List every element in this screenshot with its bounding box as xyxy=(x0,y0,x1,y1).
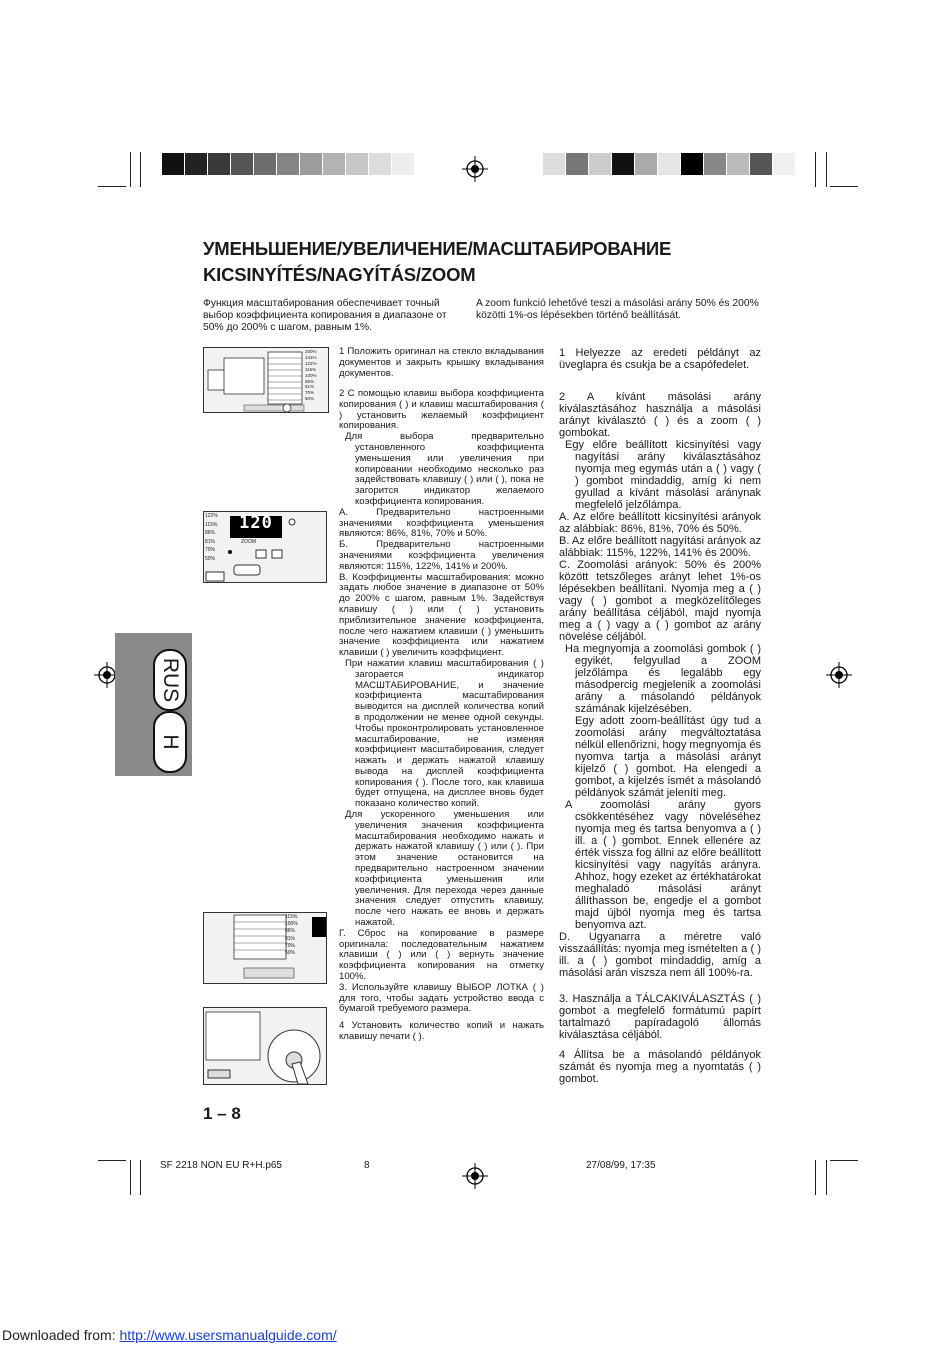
crop-mark xyxy=(830,186,858,187)
ratio-label: 81% xyxy=(305,384,315,390)
ratio-label: 50% xyxy=(305,396,315,402)
zoom-label: ZOOM xyxy=(241,539,256,545)
hu-step-2: 2 A kívánt másolási arány kiválasztásához használja a másolási arányt kiválasztó ( ) és a zoom ( ) gombokat. xyxy=(559,391,761,439)
crop-mark xyxy=(815,1160,816,1195)
hu-item-d: D. Ugyanarra a méretre való visszaállítás: nyomja meg ismételten a ( ) ill. a ( ) gombot mindaddig, amíg a másolási arán viszsza nem áll 100%-ra. xyxy=(559,931,761,979)
ratio-label: 115% xyxy=(205,521,218,528)
footer-page: 8 xyxy=(364,1160,370,1171)
ratio-label: 122% xyxy=(305,360,317,366)
registration-mark-icon xyxy=(826,662,852,688)
crop-mark xyxy=(130,1160,131,1195)
ratio-label: 86% xyxy=(285,928,296,935)
crop-mark xyxy=(815,152,816,187)
hu-item-b: B. Az előre beállított nagyítási arányok az alábbiak: 115%, 122%, 141% és 200%. xyxy=(559,535,761,559)
ratio-label: 115% xyxy=(285,914,298,920)
control-panel-illustration-3 xyxy=(203,912,327,984)
crop-mark xyxy=(830,1160,858,1161)
ratio-list-panel-1 xyxy=(305,349,317,402)
ru-item-b: Б. Предварительно настроенными значениями коэффициента увеличения являются: 115%, 122%, 141% и 200%. xyxy=(339,539,544,572)
hu-step-1: 1 Helyezze az eredeti példányt az üveglapra és csukja be a csapófedelet. xyxy=(559,347,761,371)
ratio-label: 81% xyxy=(205,538,216,545)
ratio-label: 50% xyxy=(205,555,216,562)
ratio-label: 86% xyxy=(205,530,216,536)
download-label: Downloaded from: xyxy=(2,1327,116,1343)
ratio-label: 81% xyxy=(285,935,296,942)
intro-russian: Функция масштабирования обеспечивает точный выбор коэффициента копирования в диапазоне от 50% до 200% с шагом, равным 1%. xyxy=(203,298,447,333)
ru-step-3: 3. Используйте клавишу ВЫБОР ЛОТКА ( ) для того, чтобы задать устройство ввода с бумагой требуемого размера. xyxy=(339,981,544,1015)
ratio-list-panel-2 xyxy=(205,512,218,563)
ru-item-a: А. Предварительно настроенными значениями коэффициента уменьшения являются: 86%, 81%, 70% и 50%. xyxy=(339,506,544,540)
download-note xyxy=(2,1327,337,1343)
ratio-label: 50% xyxy=(285,950,296,957)
language-tab-hungarian: H xyxy=(153,711,187,773)
ratio-label: 122% xyxy=(205,513,218,519)
footer-filename: SF 2218 NON EU R+H.p65 xyxy=(160,1160,282,1171)
title-russian: УМЕНЬШЕНИЕ/УВЕЛИЧЕНИЕ/МАСШТАБИРОВАНИЕ xyxy=(203,238,672,259)
ru-step-1: 1 Положить оригинал на стекло вкладывания документов и закрыть крышку вкладывания документов. xyxy=(339,346,544,379)
ru-bullet-1: Для выбора предварительно установленного коэффициента уменьшения или увеличения при копировании необходимо несколько раз задействовать клавишу ( ) или ( ), пока не загорится индикатор желаемого коэффициента копирования. xyxy=(345,431,544,507)
ratio-label: 100% xyxy=(305,372,317,378)
ratio-label: 70% xyxy=(205,547,216,553)
ru-item-g: Г. Сброс на копирование в размере оригинала: последовательным нажатием клавиши ( ) или ( ) вернуть значение коэффициента копирования на отметку 100%. xyxy=(339,927,544,983)
hu-step-4: 4 Állítsa be a másolandó példányok számát és nyomja meg a nyomtatás ( ) gombot. xyxy=(559,1049,761,1085)
ratio-label: 200% xyxy=(305,349,317,354)
hu-bullet-2: Ha megnyomja a zoomolási gombok ( ) egyikét, felgyullad a ZOOM jelzőlámpa és legalább egy másodpercig megjelenik a zoomolási arány a másolandó példányok számának kijelzésében. xyxy=(565,643,761,715)
crop-mark xyxy=(826,152,827,187)
crop-mark xyxy=(98,186,126,187)
copy-count-display: 120 xyxy=(239,513,273,533)
ratio-label: 70% xyxy=(305,390,315,396)
ratio-label: 115% xyxy=(305,366,317,372)
ru-bullet-3: Для ускоренного уменьшения или увеличения значения коэффициента масштабирования необходимо нажать и держать нажатой клавишу ( ) или ( ). При этом значение остановится на предварительно настроенном значении коэффициента уменьшения или увеличения. Для перехода через данные значения следует отпустить клавишу, после чего нажать ее вновь и держать нажатой. xyxy=(345,809,544,929)
crop-mark xyxy=(140,152,141,187)
hu-bullet-3: A zoomolási arány gyors csökkentéséhez vagy növeléséhez nyomja meg és tartsa benyomva a ( ) ill. a ( ) gombot. Ennek ellenére az érték vissza fog állni az előre beállított kicsinyítési vagy nagyítás arányra. Ahhoz, hogy ezeket az értékhatárokat meghaladó másolási arányt állíthasson be, engedje el a gombot majd újból nyomja meg és tartsa benyomva azt. xyxy=(565,799,761,931)
crop-mark xyxy=(826,1160,827,1195)
hu-item-a: A. Az előre beállított kicsinyítési arányok az alábbiak: 86%, 81%, 70% és 50%. xyxy=(559,511,761,535)
hu-item-c: C. Zoomolási arányok: 50% és 200% között tetszőleges arányt lehet 1%-os lépésekben beállítani. Nyomja meg a ( ) vagy ( ) gombot a megközelítőleges arány beállítása céljából, majd nyomja meg a ( ) vagy a ( ) gombot az arány növelése céljából. xyxy=(559,559,761,643)
hungarian-instructions xyxy=(559,347,761,1085)
ratio-label: 86% xyxy=(305,378,315,384)
language-side-tab xyxy=(115,633,192,776)
ratio-label: 70% xyxy=(285,942,296,949)
russian-instructions xyxy=(339,347,544,1043)
language-tab-russian: RUS xyxy=(153,649,187,711)
crop-mark xyxy=(140,1160,141,1195)
registration-mark-icon xyxy=(462,1163,488,1189)
registration-mark-icon xyxy=(462,156,488,182)
footer-date: 27/08/99, 17:35 xyxy=(586,1160,656,1171)
crop-mark xyxy=(98,1160,126,1161)
crop-mark xyxy=(130,152,131,187)
control-panel-illustration-4 xyxy=(203,1007,327,1085)
ru-step-2: 2 С помощью клавиш выбора коэффициента копирования ( ) и клавиш масштабирования ( ) установить желаемый коэффициент копирования. xyxy=(339,388,544,432)
download-link[interactable]: http://www.usersmanualguide.com/ xyxy=(119,1327,337,1343)
ru-bullet-2: При нажатии клавиш масштабирования ( ) загорается индикатор МАСШТАБИРОВАНИЕ, и значение коэффициента масштабирования выводится на дисплей количества копий в продолжении не менее одной секунды. Чтобы проконтролировать установленное масштабирование, не изменяя коэффициент масштабирования, следует нажать и держать нажатой клавишу вывода на дисплей коэффициента копирования ( ). После того, как клавиша будет отпущена, на дисплее вновь будет показано количество копий. xyxy=(345,657,544,810)
hu-bullet-2-continued: Egy adott zoom-beállítást úgy tud a zoomolási arány megváltoztatása nélkül ellenőrizni, hogy megnyomja és nyomva tartja a másolási arányt kijelző ( ) gombot. Ha elengedi a gombot, a kijelzés ismét a másolandó példányok számát jeleníti meg. xyxy=(575,715,761,799)
ratio-label: 141% xyxy=(305,354,317,360)
ratio-label: 100% xyxy=(285,921,298,928)
intro-hungarian: A zoom funkció lehetővé teszi a másolási arány 50% és 200% közötti 1%-os lépésekben történő beállítását. xyxy=(476,298,759,321)
hu-step-3: 3. Használja a TÁLCAKIVÁLASZTÁS ( ) gombot a megfelelő formátumú papírt tartalmazó papíradagoló állomás kiválasztása céljából. xyxy=(559,993,761,1041)
page-number: 1 – 8 xyxy=(203,1104,241,1123)
hu-bullet-1: Egy előre beállított kicsinyítési vagy nagyítási arány kiválasztásához nyomja meg egymás után a ( ) vagy ( ) gombot mindaddig, amíg ki nem gyullad a kívánt másolási aránynak megfelelő jelzőlámpa. xyxy=(565,439,761,511)
ru-step-4: 4 Установить количество копий и нажать клавишу печати ( ). xyxy=(339,1020,544,1043)
title-hungarian: KICSINYÍTÉS/NAGYÍTÁS/ZOOM xyxy=(203,264,476,285)
ru-item-v: В. Коэффициенты масштабирования: можно задать любое значение в диапазоне от 50% до 200% с шагом, равным 1%. Задействуя клавишу ( ) или ( ) установить приблизительное значение коэффициента, после чего нажатием клавиши ( ) уменьшить значение коэффициента или нажатием клавиши ( ) увеличить коэффициент. xyxy=(339,571,544,659)
ratio-list-panel-3 xyxy=(285,914,298,957)
